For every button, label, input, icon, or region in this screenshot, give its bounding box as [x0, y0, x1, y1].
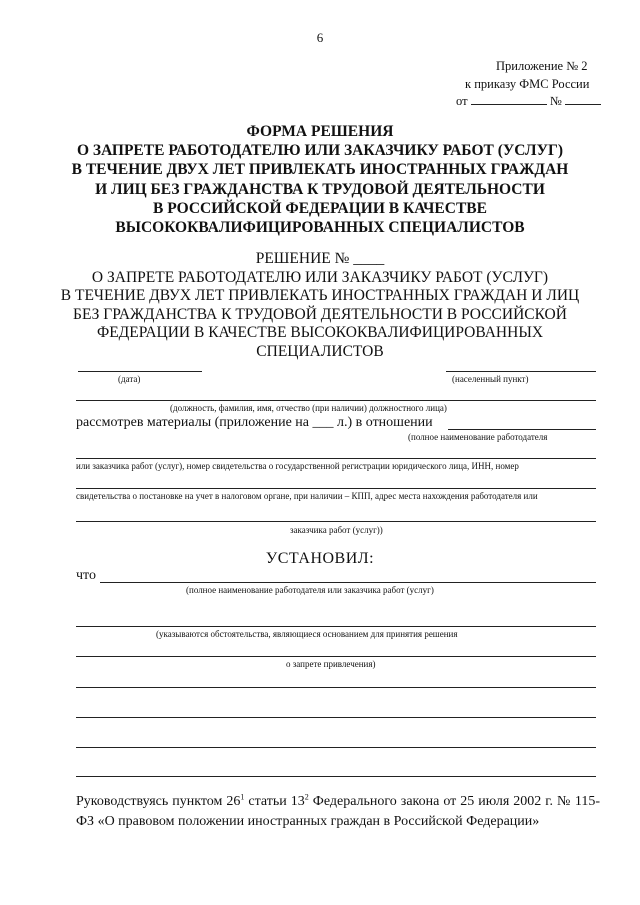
appendix-date-blank[interactable] — [471, 94, 547, 105]
tax-caption: свидетельства о постановке на учет в налоговом органе, при наличии – КПП, адрес места нахождения работодателя или — [76, 491, 538, 501]
official-line[interactable] — [76, 400, 596, 401]
closing-text-1: Руководствуясь пунктом 26 — [76, 794, 241, 809]
decision-title-line: О ЗАПРЕТЕ РАБОТОДАТЕЛЮ ИЛИ ЗАКАЗЧИКУ РАБОТ (УСЛУГ) — [91, 268, 549, 286]
employer-caption: (полное наименование работодателя — [408, 432, 548, 442]
appendix-number-label: № — [549, 94, 562, 108]
blank-line-1[interactable] — [76, 687, 596, 688]
appendix-from-label: от — [456, 94, 468, 108]
decision-title-line: В ТЕЧЕНИЕ ДВУХ ЛЕТ ПРИВЛЕКАТЬ ИНОСТРАННЫХ ГРАЖДАН И ЛИЦ — [60, 287, 580, 304]
circumstances-caption: (указываются обстоятельства, являющиеся основанием для принятия решения — [156, 629, 458, 639]
closing-sup-2: 2 — [304, 792, 309, 802]
form-title-line: О ЗАПРЕТЕ РАБОТОДАТЕЛЮ ИЛИ ЗАКАЗЧИКУ РАБОТ (УСЛУГ) — [76, 142, 564, 160]
customer-line[interactable] — [76, 458, 596, 459]
circumstances-line[interactable] — [76, 626, 596, 627]
customer-end-line[interactable] — [76, 521, 596, 522]
tax-line[interactable] — [76, 488, 596, 489]
form-title-line: В ТЕЧЕНИЕ ДВУХ ЛЕТ ПРИВЛЕКАТЬ ИНОСТРАННЫХ ГРАЖДАН — [71, 161, 569, 179]
appendix-date-number — [456, 93, 601, 109]
appendix-number-blank[interactable] — [565, 94, 601, 105]
closing-text-3: Федерального закона от 25 июля 2002 г. № 115-ФЗ «О правовом положении иностранных граждан в Российской Федерации» — [76, 794, 600, 829]
closing-paragraph — [76, 792, 600, 832]
appendix-line-1: Приложение № 2 — [496, 59, 588, 73]
place-line[interactable] — [446, 371, 596, 372]
closing-text-2: статьи 13 — [244, 794, 305, 809]
established-heading: УСТАНОВИЛ: — [265, 550, 375, 567]
decision-title-line: СПЕЦИАЛИСТОВ — [256, 342, 384, 360]
blank-line-4[interactable] — [76, 776, 596, 777]
form-title-line: И ЛИЦ БЕЗ ГРАЖДАНСТВА К ТРУДОВОЙ ДЕЯТЕЛЬНОСТИ — [95, 180, 545, 198]
decision-title-line: БЕЗ ГРАЖДАНСТВА К ТРУДОВОЙ ДЕЯТЕЛЬНОСТИ В РОССИЙСКОЙ — [73, 305, 567, 323]
page-number: 6 — [316, 30, 324, 45]
official-caption: (должность, фамилия, имя, отчество (при наличии) должностного лица) — [170, 403, 447, 413]
prohibition-line[interactable] — [76, 656, 596, 657]
prohibition-caption: о запрете привлечения) — [286, 659, 376, 669]
blank-line-2[interactable] — [76, 717, 596, 718]
form-title — [60, 122, 580, 237]
blank-line-3[interactable] — [76, 747, 596, 748]
decision-title-line: РЕШЕНИЕ № ____ — [255, 250, 385, 267]
decision-title-line: ФЕДЕРАЦИИ В КАЧЕСТВЕ ВЫСОКОКВАЛИФИЦИРОВАННЫХ — [96, 324, 544, 341]
form-title-line: В РОССИЙСКОЙ ФЕДЕРАЦИИ В КАЧЕСТВЕ — [153, 199, 487, 217]
customer-caption: или заказчика работ (услуг), номер свидетельства о государственной регистрации юридического лица, ИНН, номер — [76, 461, 519, 471]
customer-end-caption: заказчика работ (услуг)) — [290, 525, 383, 535]
appendix-line-2: к приказу ФМС России — [465, 77, 590, 91]
date-caption: (дата) — [118, 374, 141, 384]
employer-line[interactable] — [448, 429, 596, 430]
form-title-line: ВЫСОКОКВАЛИФИЦИРОВАННЫХ СПЕЦИАЛИСТОВ — [115, 219, 525, 237]
that-label: что — [76, 568, 96, 583]
decision-title — [60, 250, 580, 361]
place-caption: (населенный пункт) — [452, 374, 529, 384]
date-line[interactable] — [78, 371, 202, 372]
that-line[interactable] — [100, 582, 596, 583]
closing-sup-1: 1 — [240, 792, 245, 802]
form-title-line: ФОРМА РЕШЕНИЯ — [246, 123, 394, 140]
considered-text: рассмотрев материалы (приложение на ___ л.) в отношении — [76, 415, 433, 430]
employer-customer-caption: (полное наименование работодателя или заказчика работ (услуг) — [186, 585, 434, 595]
